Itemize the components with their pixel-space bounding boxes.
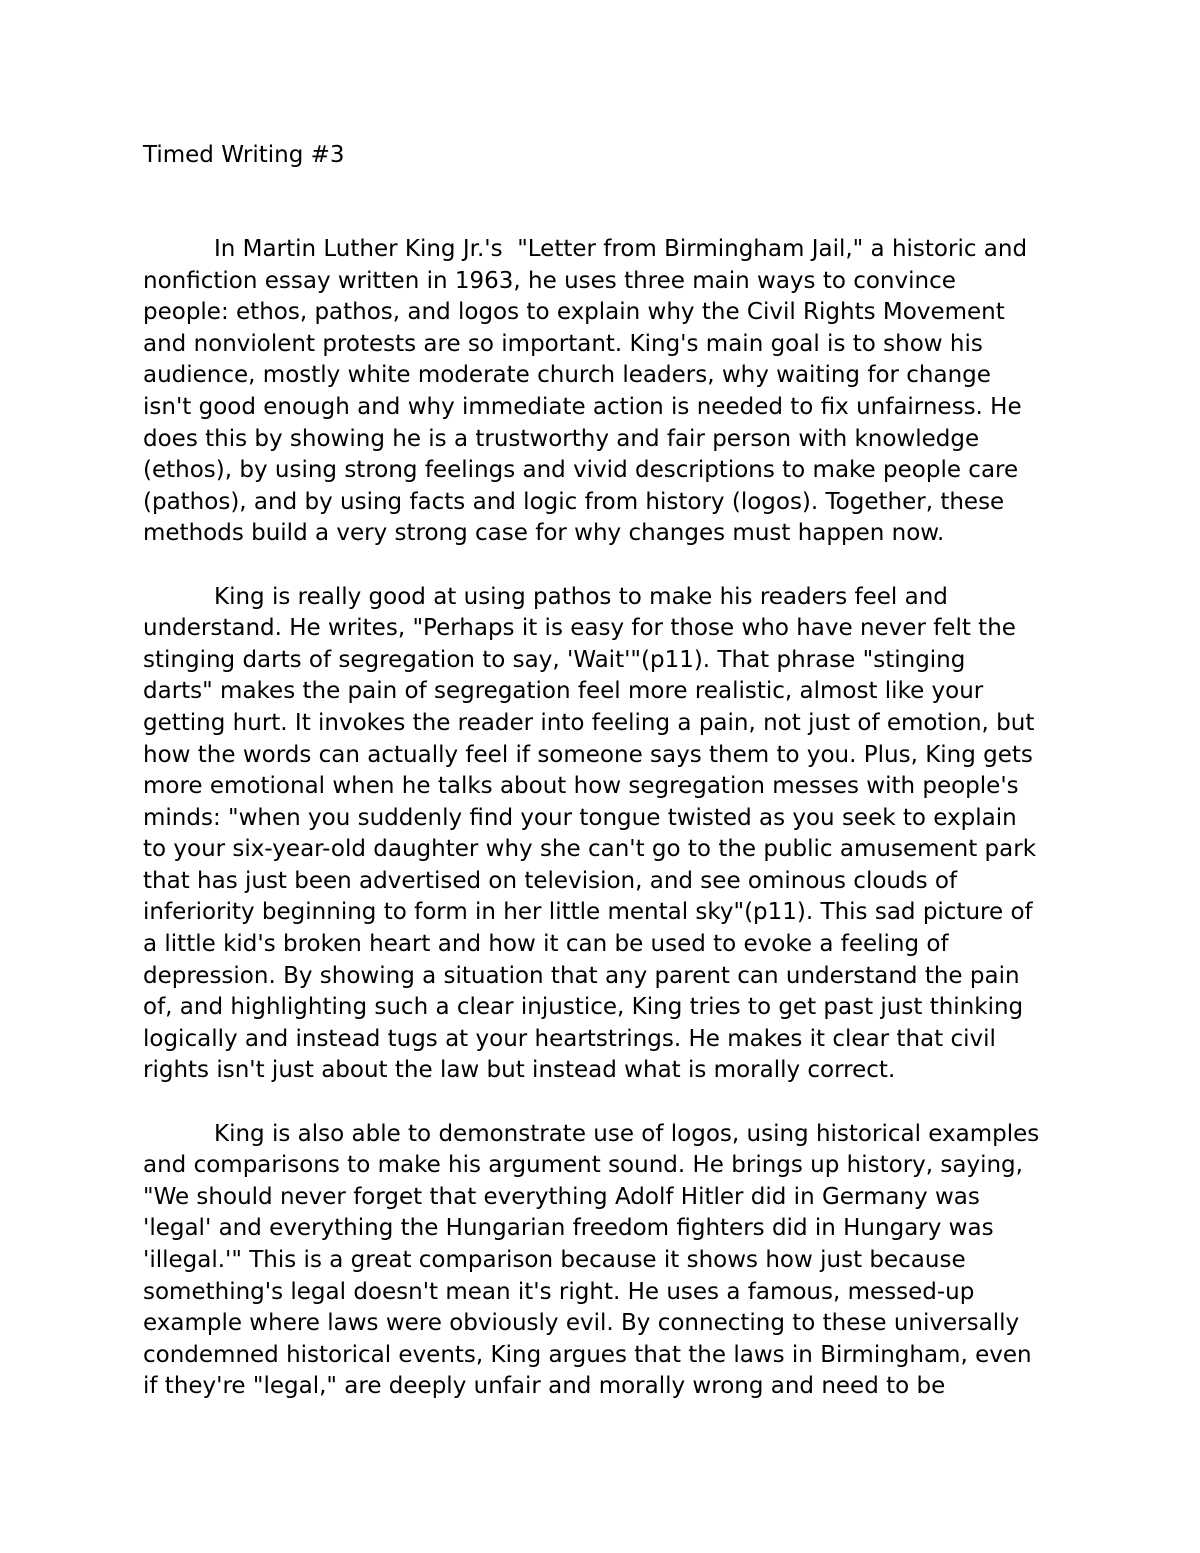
document-body — [143, 234, 1103, 1435]
paragraph-line: King is also able to demonstrate use of logos, using historical examples — [214, 1120, 1040, 1147]
paragraph-line: stinging darts of segregation to say, 'Wait'"(p11). That phrase "stinging — [143, 646, 966, 673]
document-title: Timed Writing #3 — [143, 142, 345, 168]
paragraph-line: something's legal doesn't mean it's right. He uses a famous, messed-up — [143, 1278, 975, 1305]
paragraph-line: condemned historical events, King argues that the laws in Birmingham, even — [143, 1341, 1032, 1368]
paragraph-3 — [143, 1119, 1103, 1403]
paragraph-line: and comparisons to make his argument sound. He brings up history, saying, — [143, 1152, 1023, 1179]
paragraph-line: darts" makes the pain of segregation feel more realistic, almost like your — [143, 678, 984, 705]
paragraph-line: how the words can actually feel if someone says them to you. Plus, King gets — [143, 741, 1033, 768]
paragraph-line: of, and highlighting such a clear injustice, King tries to get past just thinking — [143, 994, 1024, 1021]
paragraph-line: that has just been advertised on television, and see ominous clouds of — [143, 867, 958, 894]
paragraph-1 — [143, 234, 1103, 550]
paragraph-line: example where laws were obviously evil. By connecting to these universally — [143, 1310, 1020, 1337]
paragraph-line: a little kid's broken heart and how it can be used to evoke a feeling of — [143, 931, 949, 958]
paragraph-line: minds: "when you suddenly find your tongue twisted as you seek to explain — [143, 804, 1017, 831]
paragraph-line: (pathos), and by using facts and logic from history (logos). Together, these — [143, 488, 1005, 515]
paragraph-line: understand. He writes, "Perhaps it is easy for those who have never felt the — [143, 615, 1016, 642]
paragraph-line: depression. By showing a situation that any parent can understand the pain — [143, 962, 1020, 989]
paragraph-line: 'legal' and everything the Hungarian freedom fighters did in Hungary was — [143, 1215, 994, 1242]
paragraph-line: audience, mostly white moderate church leaders, why waiting for change — [143, 362, 991, 389]
paragraph-line: rights isn't just about the law but instead what is morally correct. — [143, 1057, 896, 1084]
paragraph-line: methods build a very strong case for why changes must happen now. — [143, 520, 945, 547]
paragraph-line: nonfiction essay written in 1963, he uses three main ways to convince — [143, 267, 956, 294]
paragraph-line: and nonviolent protests are so important. King's main goal is to show his — [143, 330, 983, 357]
paragraph-line: does this by showing he is a trustworthy and fair person with knowledge — [143, 425, 980, 452]
paragraph-line: In Martin Luther King Jr.'s "Letter from Birmingham Jail," a historic and — [214, 236, 1028, 262]
paragraph-line: logically and instead tugs at your heartstrings. He makes it clear that civil — [143, 1025, 996, 1052]
paragraph-line: more emotional when he talks about how segregation messes with people's — [143, 773, 1019, 800]
paragraph-line: getting hurt. It invokes the reader into feeling a pain, not just of emotion, but — [143, 709, 1035, 736]
paragraph-line: people: ethos, pathos, and logos to explain why the Civil Rights Movement — [143, 299, 1005, 326]
paragraph-line: (ethos), by using strong feelings and vivid descriptions to make people care — [143, 457, 1019, 484]
paragraph-2 — [143, 582, 1103, 1088]
paragraph-line: isn't good enough and why immediate action is needed to fix unfairness. He — [143, 393, 1022, 420]
paragraph-line: King is really good at using pathos to make his readers feel and — [214, 583, 948, 610]
paragraph-line: "We should never forget that everything Adolf Hitler did in Germany was — [143, 1183, 980, 1210]
paragraph-line: to your six-year-old daughter why she can't go to the public amusement park — [143, 836, 1037, 863]
paragraph-line: if they're "legal," are deeply unfair and morally wrong and need to be — [143, 1373, 946, 1400]
paragraph-line: inferiority beginning to form in her little mental sky"(p11). This sad picture of — [143, 899, 1033, 926]
paragraph-line: 'illegal.'" This is a great comparison because it shows how just because — [143, 1247, 966, 1273]
